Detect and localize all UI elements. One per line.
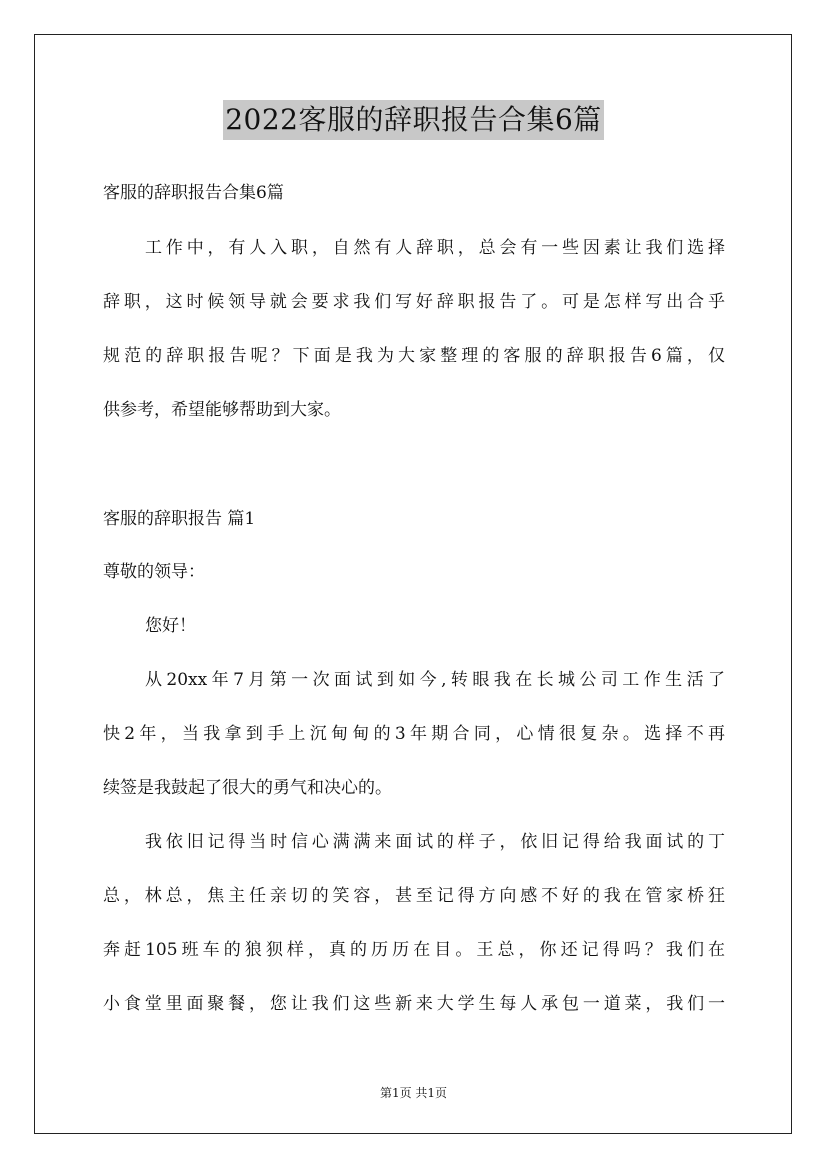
document-title: 2022客服的辞职报告合集6篇 — [223, 100, 604, 140]
salutation: 尊敬的领导： — [103, 562, 205, 582]
intro-line: 供参考，希望能够帮助到大家。 — [103, 400, 341, 420]
greeting: 您好！ — [145, 616, 196, 636]
paragraph-line: 小食堂里面聚餐，您让我们这些新来大学生每人承包一道菜，我们一 — [103, 994, 725, 1014]
paragraph-line: 快2年，当我拿到手上沉甸甸的3年期合同，心情很复杂。选择不再 — [103, 724, 725, 744]
intro-line: 规范的辞职报告呢？下面是我为大家整理的客服的辞职报告6篇，仅 — [103, 346, 725, 366]
title-container — [0, 100, 827, 140]
paragraph-line: 总，林总，焦主任亲切的笑容，甚至记得方向感不好的我在管家桥狂 — [103, 886, 725, 906]
document-subtitle: 客服的辞职报告合集6篇 — [103, 183, 284, 203]
intro-line: 工作中，有人入职，自然有人辞职，总会有一些因素让我们选择 — [145, 238, 725, 258]
intro-line: 辞职，这时候领导就会要求我们写好辞职报告了。可是怎样写出合乎 — [103, 292, 725, 312]
page-footer: 第1页 共1页 — [379, 1086, 448, 1100]
paragraph-line: 续签是我鼓起了很大的勇气和决心的。 — [103, 778, 392, 798]
section-heading: 客服的辞职报告 篇1 — [103, 509, 256, 529]
paragraph-line: 从20xx年7月第一次面试到如今,转眼我在长城公司工作生活了 — [145, 670, 725, 690]
paragraph-line: 奔赶105班车的狼狈样，真的历历在目。王总，你还记得吗？我们在 — [103, 940, 725, 960]
paragraph-line: 我依旧记得当时信心满满来面试的样子，依旧记得给我面试的丁 — [145, 832, 725, 852]
